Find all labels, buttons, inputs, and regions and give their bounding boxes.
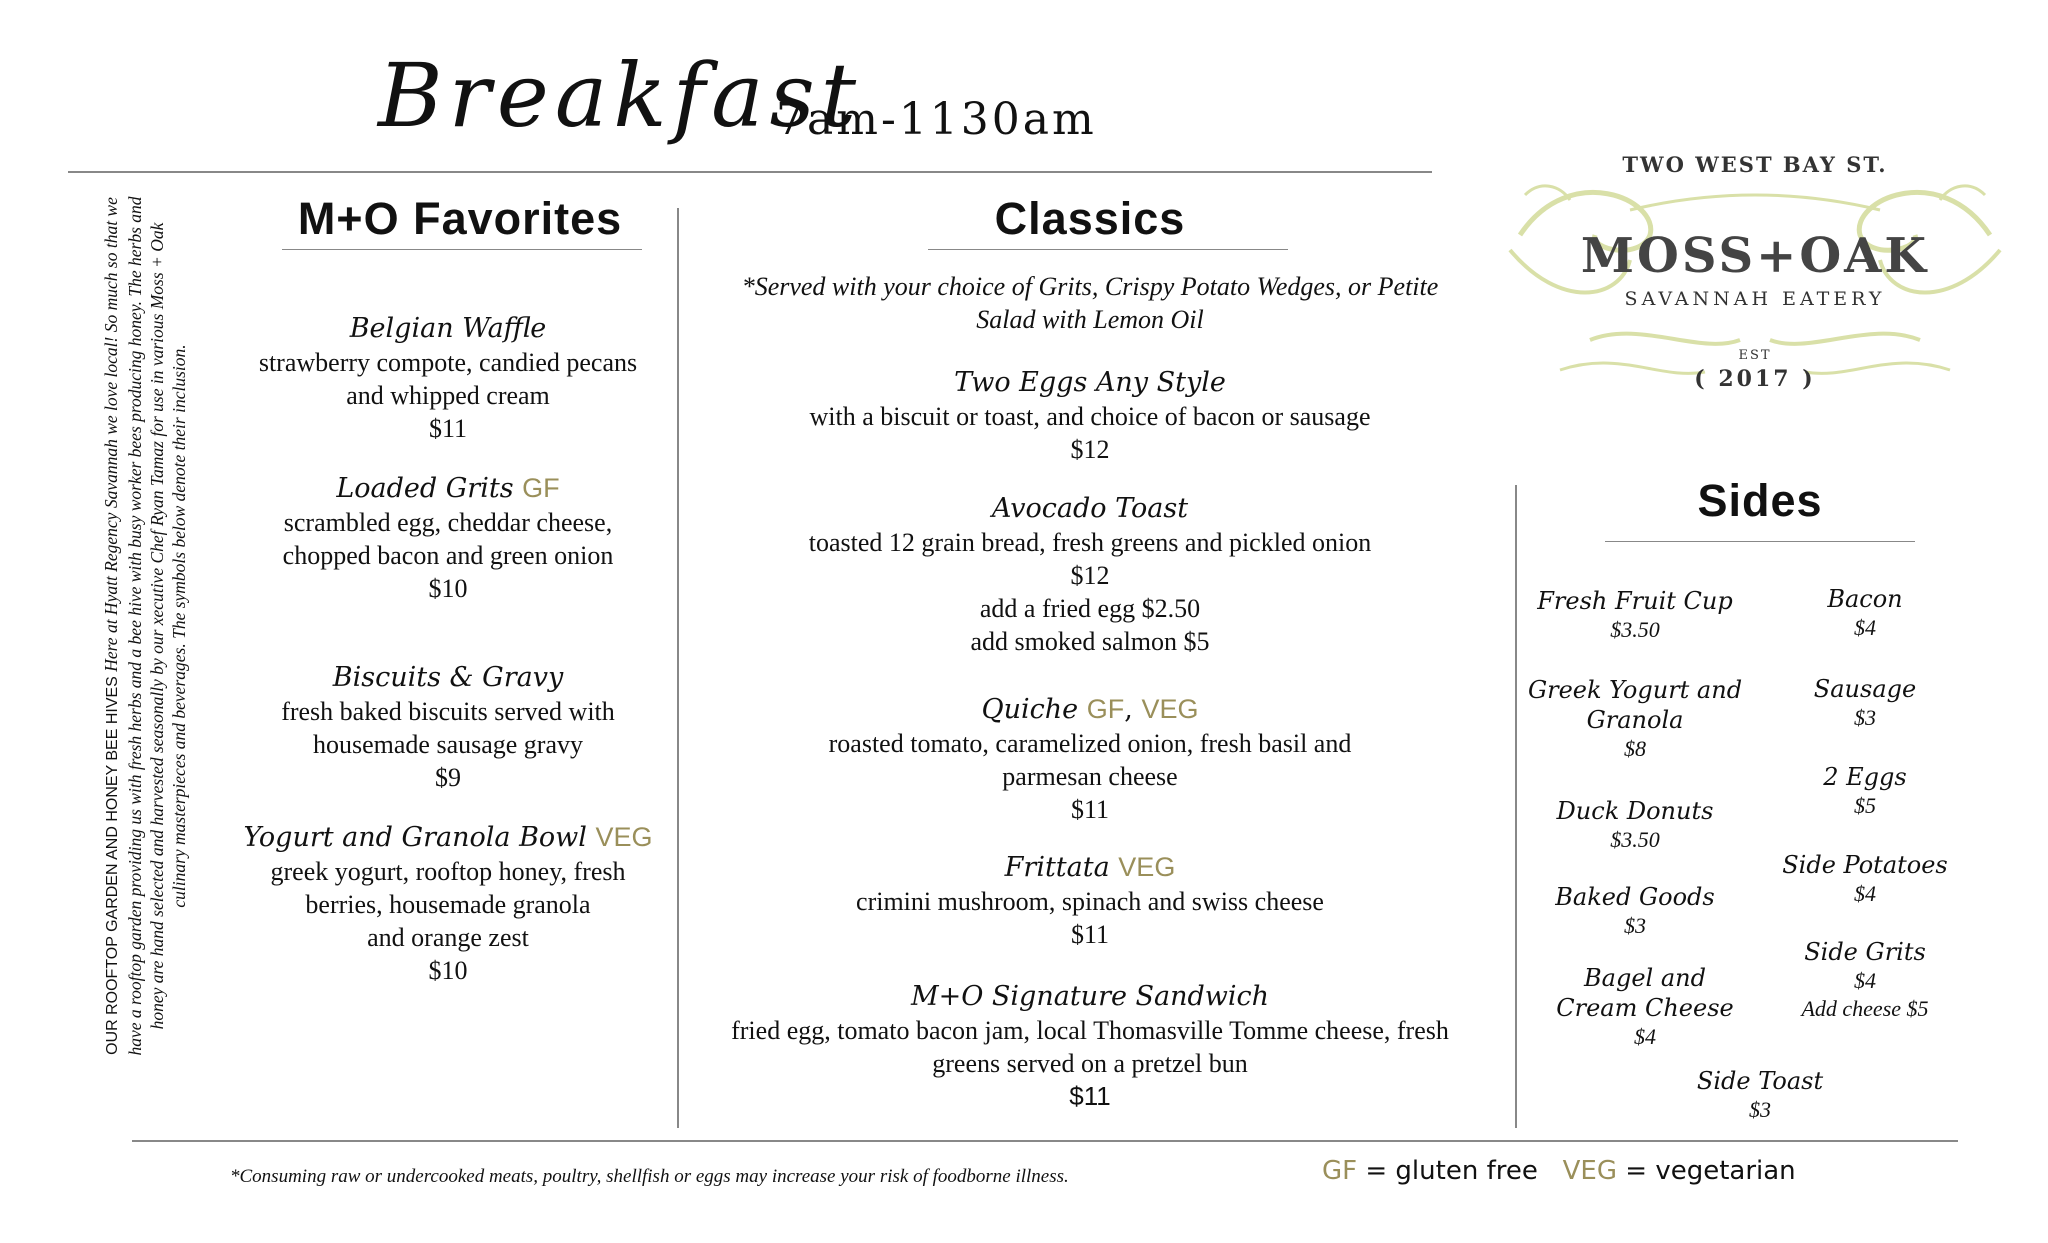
item-name: Quiche GF, VEG xyxy=(981,694,1199,725)
side-item xyxy=(1770,674,1960,732)
side-item xyxy=(1530,963,1760,1051)
legend-veg: VEG xyxy=(1562,1156,1617,1186)
side-item xyxy=(1530,882,1740,940)
classics-heading-underline xyxy=(928,249,1288,250)
item-desc: strawberry compote, candied pecans xyxy=(258,348,638,377)
menu-hours: 7am-1130am xyxy=(776,94,1097,145)
side-name: 2 Eggs xyxy=(1823,763,1907,791)
gf-tag: GF xyxy=(522,473,560,503)
item-price: $11 xyxy=(428,414,468,443)
item-extra: add a fried egg $2.50 xyxy=(979,594,1201,623)
item-name: Belgian Waffle xyxy=(349,313,547,344)
side-name: Side Potatoes xyxy=(1782,851,1948,879)
classics-note xyxy=(690,270,1490,336)
item-name: Yogurt and Granola Bowl VEG xyxy=(243,822,653,853)
footer-divider xyxy=(132,1140,1958,1142)
item-desc: greens served on a pretzel bun xyxy=(932,1049,1248,1078)
menu-item xyxy=(690,850,1490,951)
side-name: Granola xyxy=(1586,706,1684,734)
rooftop-garden-note-body: Here at Hyatt Regency Savannah we love local! So much so that we have a rooftop garden providing us with fresh herbs and a bee hive with busy worker bees producing honey. The herbs and honey are hand selected and harvested seasonally by our xecutive Chef Ryan Tamaz for use in various Moss + Oak culinary masterpieces and beverages. The symbols below denote their inclusion. xyxy=(101,196,189,1056)
logo-address: TWO WEST BAY ST. xyxy=(1622,152,1888,177)
logo-year: ( 2017 ) xyxy=(1694,366,1816,392)
side-name: Side Toast xyxy=(1696,1067,1824,1095)
foodborne-illness-disclaimer: *Consuming raw or undercooked meats, poultry, shellfish or eggs may increase your risk of foodborne illness. xyxy=(230,1166,1069,1187)
item-desc: fresh baked biscuits served with xyxy=(281,697,615,726)
item-name: Avocado Toast xyxy=(991,493,1189,524)
logo-brand: MOSS+OAK xyxy=(1580,228,1930,284)
item-desc: and whipped cream xyxy=(346,381,550,410)
side-price: $3 xyxy=(1624,913,1646,938)
legend-gf: GF xyxy=(1322,1156,1358,1186)
item-name: Loaded Grits GF xyxy=(336,473,560,504)
item-name: Two Eggs Any Style xyxy=(954,367,1226,398)
column-divider-1 xyxy=(677,208,679,1128)
menu-item xyxy=(228,312,668,445)
item-desc: roasted tomato, caramelized onion, fresh basil and xyxy=(828,729,1352,758)
menu-item xyxy=(218,820,678,987)
side-item xyxy=(1770,762,1960,820)
menu-item xyxy=(690,492,1490,658)
item-price: $10 xyxy=(428,956,468,985)
side-extra: Add cheese $5 xyxy=(1801,996,1929,1021)
dietary-legend xyxy=(1322,1156,1796,1186)
favorites-heading: M+O Favorites xyxy=(297,193,623,244)
side-name: Cream Cheese xyxy=(1556,994,1734,1022)
classics-note-line: Salad with Lemon Oil xyxy=(976,305,1204,334)
item-desc: fried egg, tomato bacon jam, local Thomasville Tomme cheese, fresh xyxy=(731,1016,1449,1045)
side-price: $4 xyxy=(1854,881,1876,906)
rooftop-garden-note-lead: OUR ROOFTOP GARDEN AND HONEY BEE HIVES xyxy=(104,676,121,1055)
side-item xyxy=(1530,586,1740,644)
menu-item xyxy=(228,471,668,605)
side-price: $3 xyxy=(1749,1097,1771,1122)
sides-heading: Sides xyxy=(1697,475,1823,526)
item-price: $12 xyxy=(1070,435,1110,464)
menu-item xyxy=(228,661,668,794)
side-name: Bagel and xyxy=(1584,964,1706,992)
item-desc: crimini mushroom, spinach and swiss cheese xyxy=(856,887,1324,916)
side-price: $3.50 xyxy=(1610,827,1660,852)
veg-tag: VEG xyxy=(1141,694,1199,724)
item-price: $11 xyxy=(1070,920,1110,949)
side-price: $4 xyxy=(1634,1024,1656,1049)
item-desc: toasted 12 grain bread, fresh greens and pickled onion xyxy=(808,528,1372,557)
side-item xyxy=(1650,1066,1870,1124)
side-price: $8 xyxy=(1624,736,1646,761)
item-extra: add smoked salmon $5 xyxy=(970,627,1210,656)
side-item xyxy=(1770,937,1960,1023)
side-name: Duck Donuts xyxy=(1556,797,1714,825)
side-price: $3.50 xyxy=(1610,617,1660,642)
side-price: $3 xyxy=(1854,705,1876,730)
logo-est: EST xyxy=(1738,348,1772,363)
item-price: $9 xyxy=(435,763,461,792)
menu-item xyxy=(680,980,1500,1113)
legend-veg-text: = vegetarian xyxy=(1625,1156,1796,1186)
classics-note-line: *Served with your choice of Grits, Crispy Potato Wedges, or Petite xyxy=(741,272,1439,301)
item-desc: and orange zest xyxy=(367,923,529,952)
item-desc: berries, housemade granola xyxy=(305,890,591,919)
item-price: $12 xyxy=(1070,561,1110,590)
column-divider-2 xyxy=(1515,485,1517,1128)
menu-title: Breakfast xyxy=(378,44,863,147)
veg-tag: VEG xyxy=(1118,852,1176,882)
item-desc: housemade sausage gravy xyxy=(312,730,584,759)
side-name: Greek Yogurt and xyxy=(1527,676,1743,704)
item-name: Frittata VEG xyxy=(1004,852,1176,883)
item-name: M+O Signature Sandwich xyxy=(910,981,1270,1012)
side-name: Bacon xyxy=(1827,585,1903,613)
item-name: Biscuits & Gravy xyxy=(332,662,564,693)
sides-heading-underline xyxy=(1605,541,1915,542)
logo-subtitle: SAVANNAH EATERY xyxy=(1624,288,1886,310)
menu-item xyxy=(690,692,1490,826)
legend-gf-text: = gluten free xyxy=(1365,1156,1538,1186)
side-price: $5 xyxy=(1854,793,1876,818)
side-item xyxy=(1530,796,1740,854)
item-price: $11 xyxy=(1070,795,1110,824)
side-name: Fresh Fruit Cup xyxy=(1537,587,1733,615)
side-name: Sausage xyxy=(1813,675,1917,703)
item-desc: chopped bacon and green onion xyxy=(282,541,614,570)
favorites-heading-underline xyxy=(282,249,642,250)
header-divider xyxy=(68,171,1432,173)
gf-tag: GF xyxy=(1086,694,1125,724)
side-price: $4 xyxy=(1854,615,1876,640)
item-desc: with a biscuit or toast, and choice of bacon or sausage xyxy=(809,402,1371,431)
item-price: $11 xyxy=(1069,1081,1111,1111)
side-item xyxy=(1755,850,1975,908)
moss-oak-logo xyxy=(1500,140,2010,400)
veg-tag: VEG xyxy=(595,822,653,852)
menu-item xyxy=(690,366,1490,466)
item-desc: greek yogurt, rooftop honey, fresh xyxy=(270,857,626,886)
side-name: Baked Goods xyxy=(1555,883,1715,911)
item-price: $10 xyxy=(428,574,468,603)
side-name: Side Grits xyxy=(1804,938,1926,966)
item-desc: scrambled egg, cheddar cheese, xyxy=(283,508,613,537)
side-item xyxy=(1770,584,1960,642)
rooftop-garden-note xyxy=(100,196,210,1056)
item-desc: parmesan cheese xyxy=(1002,762,1178,791)
side-price: $4 xyxy=(1854,968,1876,993)
classics-heading: Classics xyxy=(994,193,1186,244)
side-item xyxy=(1515,675,1755,763)
